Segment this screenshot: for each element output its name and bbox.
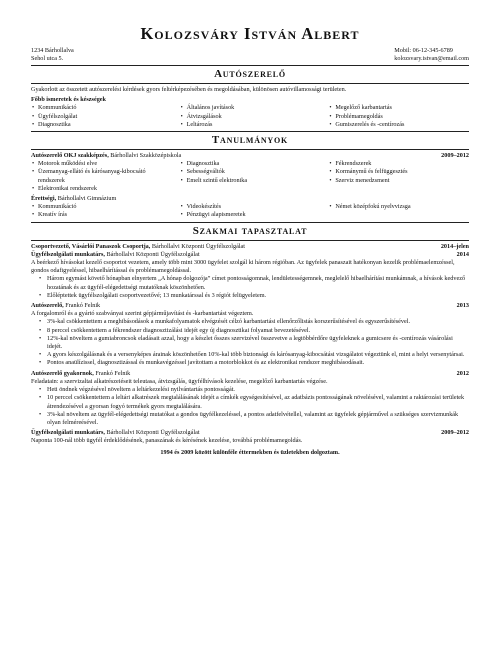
job-date: 2014–jelen: [440, 242, 469, 250]
job-1-header: [31, 243, 469, 251]
job-employer: Bárhollalvi Központi Ügyfélszolgálat: [150, 242, 246, 250]
job-date: 2009–2012: [441, 429, 469, 437]
list-item: • Sebességváltók: [180, 168, 321, 176]
list-item: • Német középfokú nyelvvizsga: [328, 203, 469, 211]
job-2-header: [31, 302, 469, 310]
job-employer: Bárhollalvi Központi Ügyfélszolgálat: [104, 250, 200, 258]
list-item: • Megelőző karbantartás: [328, 104, 469, 112]
job-title-line: [31, 429, 200, 437]
job-date: 2014: [456, 250, 469, 258]
job-3-bullets: [31, 386, 469, 427]
footer-note: 1994 és 2009 között különféle éttermekben és üzletekben dolgoztam.: [160, 448, 340, 456]
job-title: Ügyfélszolgálati munkatárs,: [31, 429, 105, 437]
list-item: • Motorok működési elve: [31, 160, 172, 168]
list-item: • Diagnosztika: [180, 160, 321, 168]
job-date: 2013: [456, 302, 469, 310]
job-3-header: [31, 370, 469, 378]
education-school: Bárhollalvi Szakközépiskola: [108, 152, 182, 160]
list-item: • Kormánymű és felfüggesztés: [328, 168, 469, 176]
list-item: • Elektronikai rendszerek: [31, 185, 172, 193]
divider: [31, 131, 469, 132]
job-description: Naponta 100-nál több ügyfél érdeklődésének, panaszának és kérésének kezelése, továbbá problémamegoldás.: [31, 437, 303, 445]
job-title: Ügyfélszolgálati munkatárs,: [31, 250, 105, 258]
edu1-col-2: [180, 160, 321, 193]
edu2-col-1: [31, 203, 172, 219]
job-title-line: [31, 243, 245, 251]
education-date: 2009–2012: [441, 152, 469, 160]
job-1-bullets: [31, 275, 469, 300]
list-item: • Három egymást követő hónapban elnyertem „A hónap dolgozója” címet pontosságomnak, lendületességemnek, meglelelő hibaelhárítási munkámnak, a hívások kedvező hozatának és az ügyfél-elégedettségi mutatóknak köszönhetően.: [39, 275, 469, 291]
phone-email-block: [394, 47, 469, 63]
list-item: • Üzemanyag-ellátó és kárósanyag-kibocsátó rendszerek: [31, 168, 172, 184]
list-item: • Pontos anaülízissel, diagnosztizással és munkavégzéssel javítottam a motorblokkot és az elektronikai rendszer meghibásodásait.: [39, 359, 469, 367]
job-title: Autószerelő,: [31, 302, 64, 310]
skills-col-1: [31, 104, 172, 129]
list-item: • 3%-kal növeltem az ügyfél-elégedettségi mutatókat a gondos ügyfélkezeléssel, a pontos adatfelvétellel, valamint az ügyfelek gépjárművel a szükséges szervizmunkák olyan felméreésével.: [39, 411, 469, 427]
list-item: • 8 perccel csökkentettem a fékrendszer diagnosztizálási idejét egy új diagnosztikai folyamat bevezetésével.: [39, 327, 469, 335]
list-item: • Kommunikáció: [31, 104, 172, 112]
list-item: • Szerviz menedzsment: [328, 177, 469, 185]
job-title-line: [31, 251, 200, 259]
education-entry-2: [31, 195, 469, 203]
section-title-education: Tanulmányok: [211, 134, 289, 147]
skills-heading: Főbb ismeretek és készségek: [31, 96, 106, 104]
education-degree: Autószerelő OKJ szakképzés,: [31, 152, 109, 160]
edu2-col-3: [328, 203, 469, 219]
list-item: • Általános javítások: [180, 104, 321, 112]
list-item: • Fékrendszerek: [328, 160, 469, 168]
email: kolozsvary.istvan@email.com: [394, 55, 469, 62]
divider: [31, 83, 469, 84]
list-item: • Diagnosztika: [31, 121, 172, 129]
job-1b-header: [31, 251, 469, 259]
section-title-experience: Szakmai tapasztalat: [192, 224, 308, 237]
job-description: Feladatain: a szervizaltai alkatrészeiéseit teleutasa, átvizsgálás, ügyfélhívások kezelése, megelőző karbantartás végzése.: [31, 377, 328, 385]
job-title-line: [31, 302, 100, 310]
edu1-col-3: [328, 160, 469, 193]
list-item: • Előléptettek ügyfélszolgálati csoportvezetővé; 13 munkatárssal és 3 régiót felügyeletem.: [39, 292, 469, 300]
list-item: • 3%-kal csökkentettem a meghibásodások a munkafolyamatok elvégzését célzó karbantartási ellenőrzőlistás korszerűsítésével és egyszerűsítésével.: [39, 318, 469, 326]
list-item: • Videokészítés: [180, 203, 321, 211]
job-employer: Frankó Felnik: [93, 369, 131, 377]
skills-col-2: [180, 104, 321, 129]
education-1-grid: [31, 160, 469, 193]
education-entry-1: [31, 152, 469, 160]
list-item: • Problémamegoldás: [328, 113, 469, 121]
divider: [31, 149, 469, 150]
divider: [31, 65, 469, 66]
job-title-line: [31, 370, 130, 378]
education-degree: Érettségi,: [31, 195, 57, 203]
job-employer: Frankó Felnik: [63, 302, 101, 310]
skills-grid: [31, 104, 469, 129]
list-item: • Heti öndnek végzésével növeltem a leltárkezelési nyilvántartás pontosságát.: [39, 386, 469, 394]
list-item: • Kreatív írás: [31, 211, 172, 219]
education-2-grid: [31, 203, 469, 219]
education-school: Bárhollalvi Gimnázium: [56, 195, 117, 203]
job-title: Autószerelő gyakornok,: [31, 369, 94, 377]
list-item: • A gyors készolgálásnak és a versenyképes árainak köszönhetően 10%-kal több biztonsági és kárósanyag-kibocsátási vizsgálatot végeztünk el, mint a helyi versenytársai.: [39, 351, 469, 359]
edu1-col-1: [31, 160, 172, 193]
list-item: • Pénzügyi alapismeretek: [180, 211, 321, 219]
list-item: • 12%-kal növeltem a gumiabroncsok eladásait azzal, hogy a készlet ősszes szervizével összevetve a legtöbbérdőre ügyfeleknek a gumicsere és -centírozás vásárolási idejét.: [39, 335, 469, 351]
address-block: [31, 47, 74, 63]
candidate-name: Kolozsváry István Albert: [140, 24, 360, 43]
job-4-header: [31, 429, 469, 437]
edu2-col-2: [180, 203, 321, 219]
list-item: • Emelt szintű elektronika: [180, 177, 321, 185]
summary: Gyakorlott az összetett autószerelési kérdések gyors feltérképezésében és megoldásában, különösen autóvillamossági területen.: [31, 86, 347, 93]
list-item: • Gumiszerelés és -centírozás: [328, 121, 469, 129]
list-item: • Ügyfélszolgálat: [31, 113, 172, 121]
job-description: A beérkező hívásokat kezelő csoportot vezetem, amely több mint 3000 ügyfelet szolgál ki három régióban. Az ügyfelek panaszait hatékonyan kezelik problémaelemzéssel, gondos odafigyeléssel, hibaelhárítással és problémamegoldással.: [31, 259, 455, 275]
list-item: • Leltározás: [180, 121, 321, 129]
skills-col-3: [328, 104, 469, 129]
address-line-1: 1234 Bárhollalva: [31, 47, 74, 54]
job-employer: Bárhollalvi Központi Ügyfélszolgálat: [104, 429, 200, 437]
divider: [31, 240, 469, 241]
list-item: • 10 perccel csökkentettem a leltári alkatrészek megtalálásának idejét a címkék egységesítésével, az adatbázis pontosságának növelésével, valamint a raktározási területek átrendezésével a gyorsan fogyó termékek gyors megtalálására.: [39, 394, 469, 410]
list-item: • Átvizsgálások: [180, 113, 321, 121]
address-line-2: Sehol utca 5.: [31, 55, 64, 62]
job-description: A forgalomról és a gyártó szabványai szerint gépjárműjavítást és -karbantartást végeztem.: [31, 310, 254, 318]
list-item: • Kommunikáció: [31, 203, 172, 211]
phone: Mobil: 06-12-345-6789: [394, 47, 453, 54]
job-2-bullets: [31, 318, 469, 367]
section-title-auto: Autószerelő: [214, 68, 286, 80]
job-date: 2012: [456, 369, 469, 377]
divider: [31, 222, 469, 223]
education-entry-title: [31, 152, 181, 160]
contact-block: [31, 47, 469, 63]
job-title: Csoportvezető, Vásárlói Panaszok Csoportja,: [31, 242, 151, 250]
